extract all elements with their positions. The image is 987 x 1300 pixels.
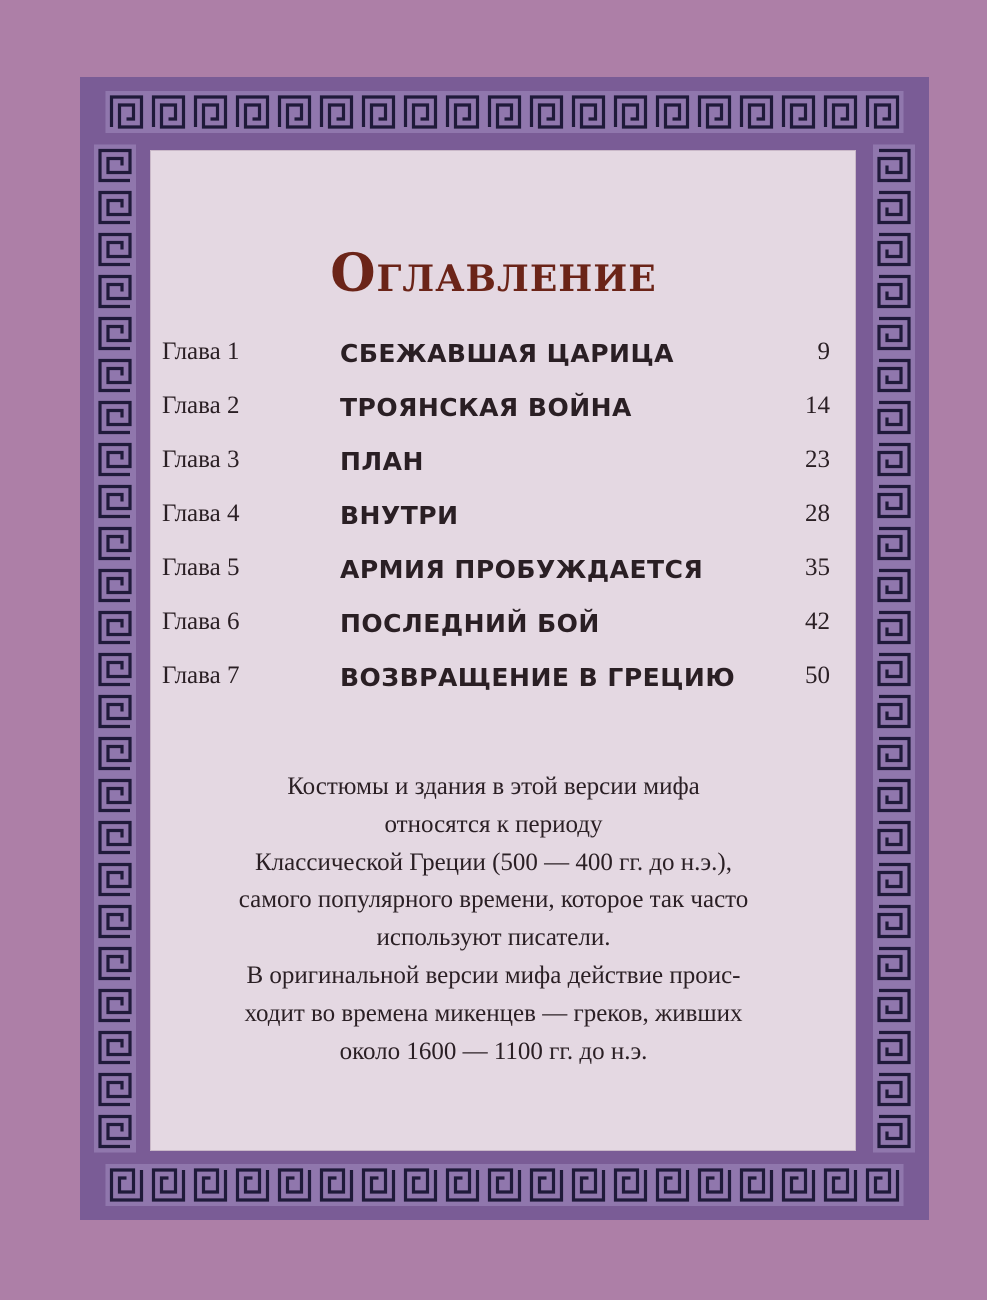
- meander-tile: [873, 901, 915, 943]
- chapter-page-number: 14: [805, 392, 830, 419]
- note-line: самого популярного времени, которое так часто: [238, 886, 749, 914]
- meander-tile: [694, 91, 736, 133]
- meander-tile: [442, 1164, 484, 1206]
- meander-tile: [316, 1164, 358, 1206]
- chapter-label: Глава 3: [162, 446, 240, 473]
- meander-tile: [820, 1164, 862, 1206]
- meander-tile: [873, 775, 915, 817]
- chapter-title: ВОЗВРАЩЕНИЕ В ГРЕЦИЮ: [340, 663, 736, 692]
- meander-tile: [873, 859, 915, 901]
- meander-tile: [610, 1164, 652, 1206]
- meander-tile: [873, 733, 915, 775]
- chapter-label: Глава 7: [162, 662, 240, 689]
- chapter-title: АРМИЯ ПРОБУЖДАЕТСЯ: [340, 555, 704, 584]
- toc-row: [0, 338, 987, 378]
- chapter-label: Глава 1: [162, 338, 240, 365]
- meander-tile: [862, 1164, 904, 1206]
- toc-row: [0, 662, 987, 702]
- meander-tile: [736, 1164, 778, 1206]
- meander-tile: [94, 1111, 136, 1153]
- meander-tile: [94, 859, 136, 901]
- meander-tile: [148, 1164, 190, 1206]
- meander-tile: [358, 91, 400, 133]
- chapter-label: Глава 6: [162, 608, 240, 635]
- meander-tile: [106, 1164, 148, 1206]
- toc-row: [0, 608, 987, 648]
- meander-tile: [568, 1164, 610, 1206]
- chapter-label: Глава 2: [162, 392, 240, 419]
- meander-tile: [873, 817, 915, 859]
- chapter-title: ПЛАН: [340, 447, 424, 476]
- meander-tile: [778, 1164, 820, 1206]
- meander-tile: [484, 1164, 526, 1206]
- meander-tile: [442, 91, 484, 133]
- meander-tile: [694, 1164, 736, 1206]
- historical-note: [170, 768, 817, 1070]
- meander-tile: [873, 1111, 915, 1153]
- toc-row: [0, 446, 987, 486]
- note-line: около 1600 — 1100 гг. до н.э.: [339, 1037, 648, 1065]
- toc-row: [0, 500, 987, 540]
- chapter-title: ПОСЛЕДНИЙ БОЙ: [340, 609, 600, 638]
- meander-tile: [652, 91, 694, 133]
- meander-tile: [484, 91, 526, 133]
- meander-tile: [94, 943, 136, 985]
- meander-tile: [820, 91, 862, 133]
- meander-tile: [190, 91, 232, 133]
- meander-tile: [568, 91, 610, 133]
- note-line: Костюмы и здания в этой версии мифа: [287, 773, 700, 800]
- meander-tile: [94, 733, 136, 775]
- meander-tile: [94, 145, 136, 187]
- meander-tile: [274, 1164, 316, 1206]
- meander-tile: [94, 1027, 136, 1069]
- meander-tile: [94, 1069, 136, 1111]
- meander-tile: [274, 91, 316, 133]
- chapter-page-number: 42: [805, 608, 830, 635]
- meander-tile: [778, 91, 820, 133]
- chapter-page-number: 9: [817, 338, 830, 365]
- note-line: относятся к периоду: [384, 810, 603, 838]
- toc-row: [0, 554, 987, 594]
- chapter-title: ВНУТРИ: [340, 501, 459, 530]
- meander-tile: [873, 1027, 915, 1069]
- chapter-page-number: 50: [805, 662, 830, 689]
- meander-tile: [148, 91, 190, 133]
- meander-tile: [873, 943, 915, 985]
- toc-row: [0, 392, 987, 432]
- chapter-label: Глава 5: [162, 554, 240, 581]
- meander-tile: [232, 1164, 274, 1206]
- meander-tile: [190, 1164, 232, 1206]
- chapter-label: Глава 4: [162, 500, 240, 527]
- meander-tile: [232, 91, 274, 133]
- chapter-page-number: 28: [805, 500, 830, 527]
- meander-tile: [316, 91, 358, 133]
- meander-tile: [526, 1164, 568, 1206]
- meander-tile: [736, 91, 778, 133]
- meander-tile: [873, 145, 915, 187]
- note-line: Классической Греции (500 — 400 гг. до н.э.),: [255, 848, 732, 876]
- meander-tile: [358, 1164, 400, 1206]
- chapter-title: ТРОЯНСКАЯ ВОЙНА: [340, 393, 632, 422]
- meander-tile: [400, 91, 442, 133]
- meander-tile: [873, 985, 915, 1027]
- meander-tile: [862, 91, 904, 133]
- meander-tile: [400, 1164, 442, 1206]
- meander-tile: [94, 187, 136, 229]
- chapter-title: СБЕЖАВШАЯ ЦАРИЦА: [340, 339, 675, 368]
- chapter-page-number: 23: [805, 446, 830, 473]
- meander-tile: [94, 901, 136, 943]
- chapter-page-number: 35: [805, 554, 830, 581]
- note-line: ходит во времена микенцев — греков, живших: [244, 999, 743, 1027]
- note-line: В оригинальной версии мифа действие проис-: [246, 961, 741, 989]
- meander-tile: [94, 775, 136, 817]
- meander-tile: [526, 91, 568, 133]
- note-line: используют писатели.: [376, 924, 611, 952]
- meander-tile: [94, 817, 136, 859]
- page-title: Оглавление: [330, 243, 657, 304]
- meander-tile: [106, 91, 148, 133]
- meander-tile: [94, 985, 136, 1027]
- meander-tile: [652, 1164, 694, 1206]
- meander-tile: [610, 91, 652, 133]
- meander-tile: [873, 187, 915, 229]
- meander-tile: [873, 1069, 915, 1111]
